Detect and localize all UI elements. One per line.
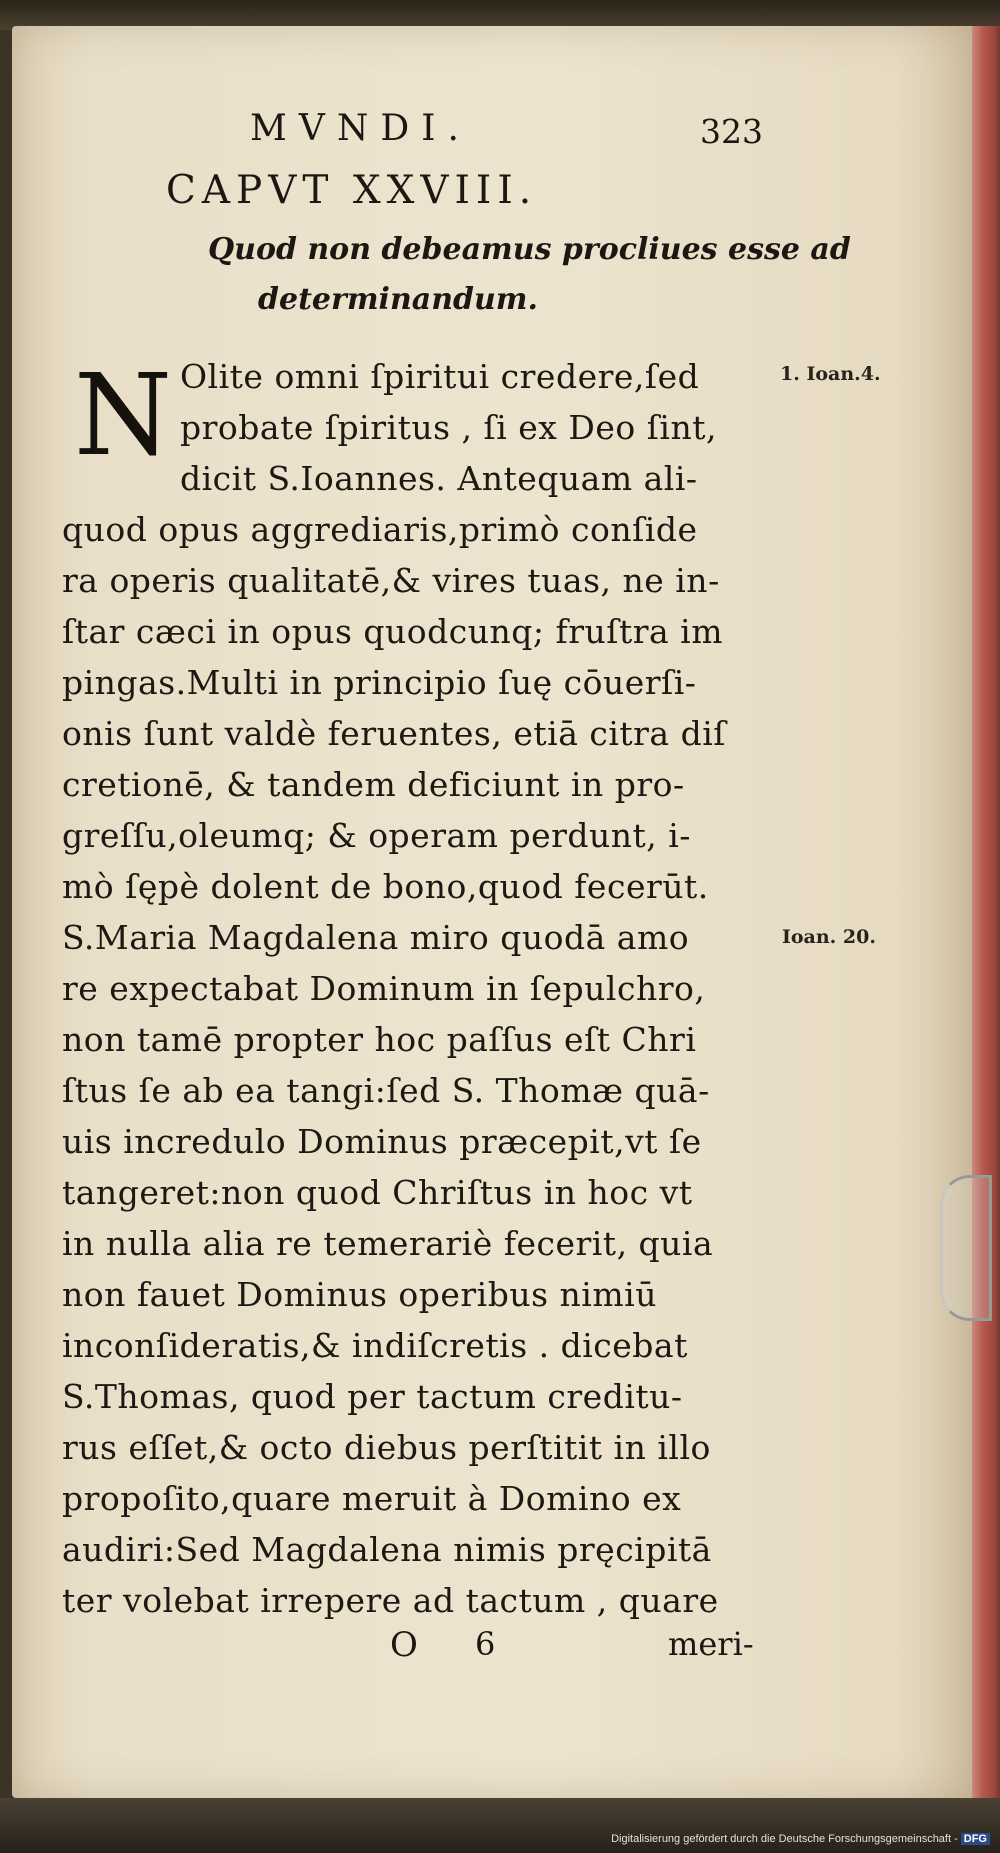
body-line: tangeret:non quod Chriſtus in hoc vt (62, 1173, 693, 1212)
body-line: greſſu,oleumq; & operam perdunt, i- (62, 816, 691, 855)
body-line: ra operis qualitatē,& vires tuas, ne in- (62, 561, 720, 600)
page-clip (940, 1175, 992, 1321)
body-line: in nulla alia re temerariè fecerit, quia (62, 1224, 714, 1263)
body-line: ſtar cæci in opus quodcunq; fruſtra im (62, 612, 724, 651)
body-line: non tamē propter hoc paſſus eſt Chri (62, 1020, 697, 1059)
chapter-subtitle-line1: Quod non debeamus procliues esse ad (208, 232, 851, 267)
body-line: ter volebat irrepere ad tactum , quare (62, 1581, 719, 1620)
body-line: uis incredulo Dominus præcepit,vt ſe (62, 1122, 702, 1161)
body-line: probate ſpiritus , ſi ex Deo ſint, (180, 408, 717, 447)
signature-number: 6 (475, 1625, 496, 1663)
body-line: cretionē, & tandem deficiunt in pro- (62, 765, 685, 804)
body-line: pingas.Multi in principio ſuę cōuerſi- (62, 663, 697, 702)
body-line: S.Thomas, quod per tactum creditu- (62, 1377, 683, 1416)
chapter-subtitle-line2: determinandum. (258, 282, 538, 317)
running-head: MVNDI. (250, 108, 471, 149)
body-line: mò ſępè dolent de bono,quod fecerūt. (62, 867, 709, 906)
signature-letter: O (390, 1625, 418, 1665)
body-line: propoſito,quare meruit à Domino ex (62, 1479, 682, 1518)
page-number: 323 (700, 112, 763, 151)
marginal-note-2: Ioan. 20. (782, 926, 876, 948)
body-line: S.Maria Magdalena miro quodā amo (62, 918, 690, 957)
body-line: re expectabat Dominum in ſepulchro, (62, 969, 706, 1008)
body-line: non fauet Dominus operibus nimiū (62, 1275, 657, 1314)
body-line: dicit S.Ioannes. Antequam ali- (180, 459, 698, 498)
body-line: rus eſſet,& octo diebus perſtitit in illo (62, 1428, 711, 1467)
dfg-logo: DFG (961, 1833, 990, 1845)
body-line: quod opus aggrediaris,primò conſide (62, 510, 698, 549)
marginal-note-1: 1. Ioan.4. (780, 363, 881, 385)
page-red-edge (972, 26, 1000, 1798)
bottom-band (0, 1798, 1000, 1853)
catchword: meri- (668, 1625, 754, 1663)
body-line: Olite omni ſpiritui credere,ſed (180, 357, 700, 396)
body-line: onis ſunt valdè feruentes, etiā citra diſ (62, 714, 726, 753)
drop-cap: N (74, 351, 172, 481)
body-line: inconſideratis,& indiſcretis . dicebat (62, 1326, 688, 1365)
credit-text: Digitalisierung gefördert durch die Deutsche Forschungsgemeinschaft - (611, 1833, 958, 1845)
digitization-credit (611, 1833, 990, 1845)
body-line: audiri:Sed Magdalena nimis pręcipitā (62, 1530, 712, 1569)
body-line: ſtus ſe ab ea tangi:ſed S. Thomæ quā- (62, 1071, 710, 1110)
chapter-title: CAPVT XXVIII. (166, 168, 538, 213)
